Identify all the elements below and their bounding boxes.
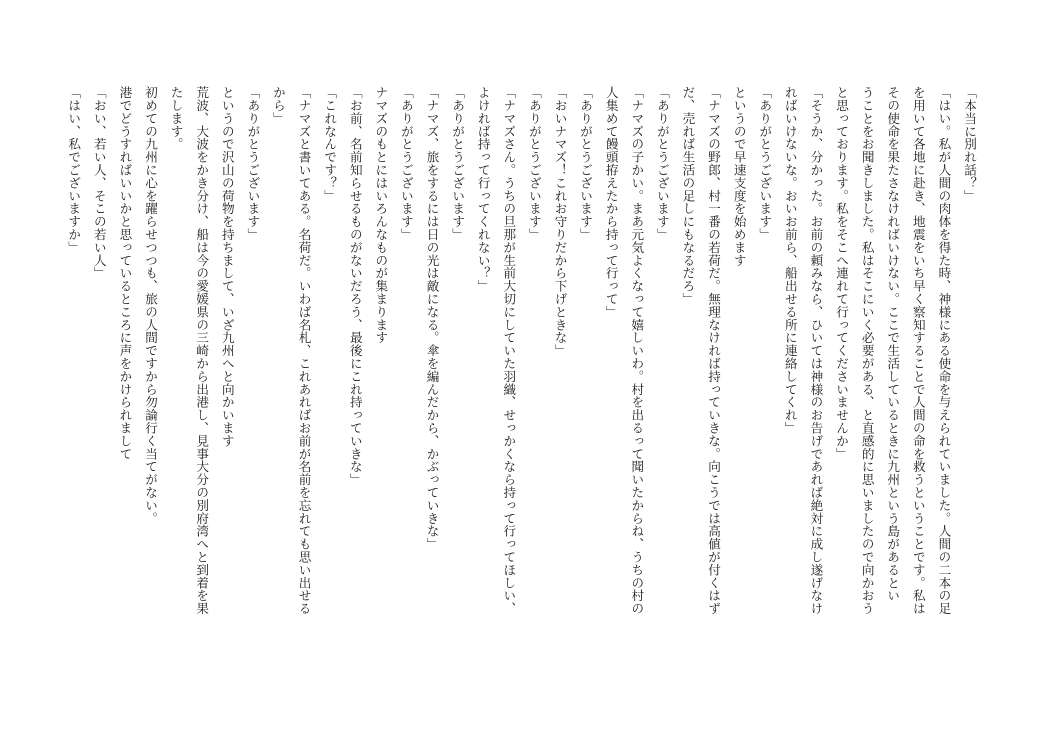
- text-line: その使命を果たさなければいけない。ここで生活しているときに九州という島があるとい: [885, 86, 901, 602]
- text-line: 「おいナマズ！これお守りだから下げときな」: [552, 86, 568, 357]
- text-line: 「ナマズさん。うちの旦那が生前大切にしていた羽織、せっかくなら持って行ってほしい、: [501, 86, 517, 615]
- text-line: 「おい、若い人、そこの若い人」: [91, 86, 107, 280]
- text-line: 港でどうすればいいかと思っているところに声をかけられまして: [117, 86, 133, 461]
- text-line: 「ありがとうございます」: [654, 86, 670, 241]
- text-line: から」: [270, 86, 286, 125]
- text-line: 「ナマズの子かい。まあ元気よくなって嬉しいわ。村を出るって聞いたからね、うちの村の: [629, 86, 645, 615]
- text-line: 荒波、大波をかき分け、船は今の愛媛県の三崎から出港し、見事大分の別府湾へと到着を果: [194, 86, 210, 615]
- text-line: ればいけないな。おいお前ら、船出せる所に連絡してくれ」: [782, 86, 798, 435]
- text-line: というので早速支度を始めます: [731, 86, 747, 267]
- text-line: 「お前、名前知らせるものがないだろう、最後にこれ持っていきな」: [347, 86, 363, 486]
- text-line: 「はい。私が人間の肉体を得た時、神様にある使命を与えられていました。人間の二本の足: [936, 86, 952, 615]
- text-line: だ、売れば生活の足しにもなるだろ」: [680, 86, 696, 306]
- text-line: 「ありがとうございます」: [526, 86, 542, 241]
- text-line: 「ありがとうございます」: [398, 86, 414, 241]
- text-line: 「そうか、分かった。お前の頼みなら、ひいては神様のお告げであれば絶対に成し遂げなけ: [808, 86, 824, 615]
- text-line: 「ありがとうございます」: [450, 86, 466, 241]
- vertical-text-body: [61, 86, 982, 686]
- text-line: と思っております。私をそこへ連れて行ってくださいませんか」: [834, 86, 850, 461]
- text-line: 「ナマズ、旅をするには日の光は敵になる。傘を編んだから、かぶっていきな」: [424, 86, 440, 551]
- text-line: 「ナマズと書いてある。名荷だ。いわば名札、これあればお前が名前を忘れても思い出せる: [296, 86, 312, 615]
- text-line: 人集めて饅頭拵えたから持って行って」: [603, 86, 619, 319]
- text-line: よければ持って行ってくれない？」: [475, 86, 491, 293]
- text-line: 「本当に別れ話？」: [962, 86, 977, 203]
- text-line: 「はい、私でございますか」: [66, 86, 82, 254]
- text-line: 「ありがとうございます」: [245, 86, 261, 241]
- text-line: 「ありがとうございます」: [578, 86, 594, 241]
- text-line: ナマズのもとにはいろんなものが集まります: [373, 86, 389, 344]
- text-line: を用いて各地に赴き、地震をいち早く察知することで人間の命を救うということです。私は: [910, 86, 926, 615]
- text-line: 初めての九州に心を躍らせつつも、旅の人間ですから勿論行く当てがない。: [143, 86, 158, 525]
- text-line: たします。: [168, 86, 184, 151]
- text-line: 「これなんです？」: [322, 86, 338, 203]
- text-line: 「ナマズの野郎、村一番の若荷だ。無理なければ持っていきな。向こうでは高値が付くはず: [706, 86, 722, 615]
- text-line: うことをお聞きしました。私はそこにいく必要がある、と直感的に思いましたので向かおう: [859, 86, 875, 615]
- text-line: というので沢山の荷物を持ちまして、いざ九州へと向かいます: [219, 86, 235, 448]
- text-line: 「ありがとうございます」: [757, 86, 773, 241]
